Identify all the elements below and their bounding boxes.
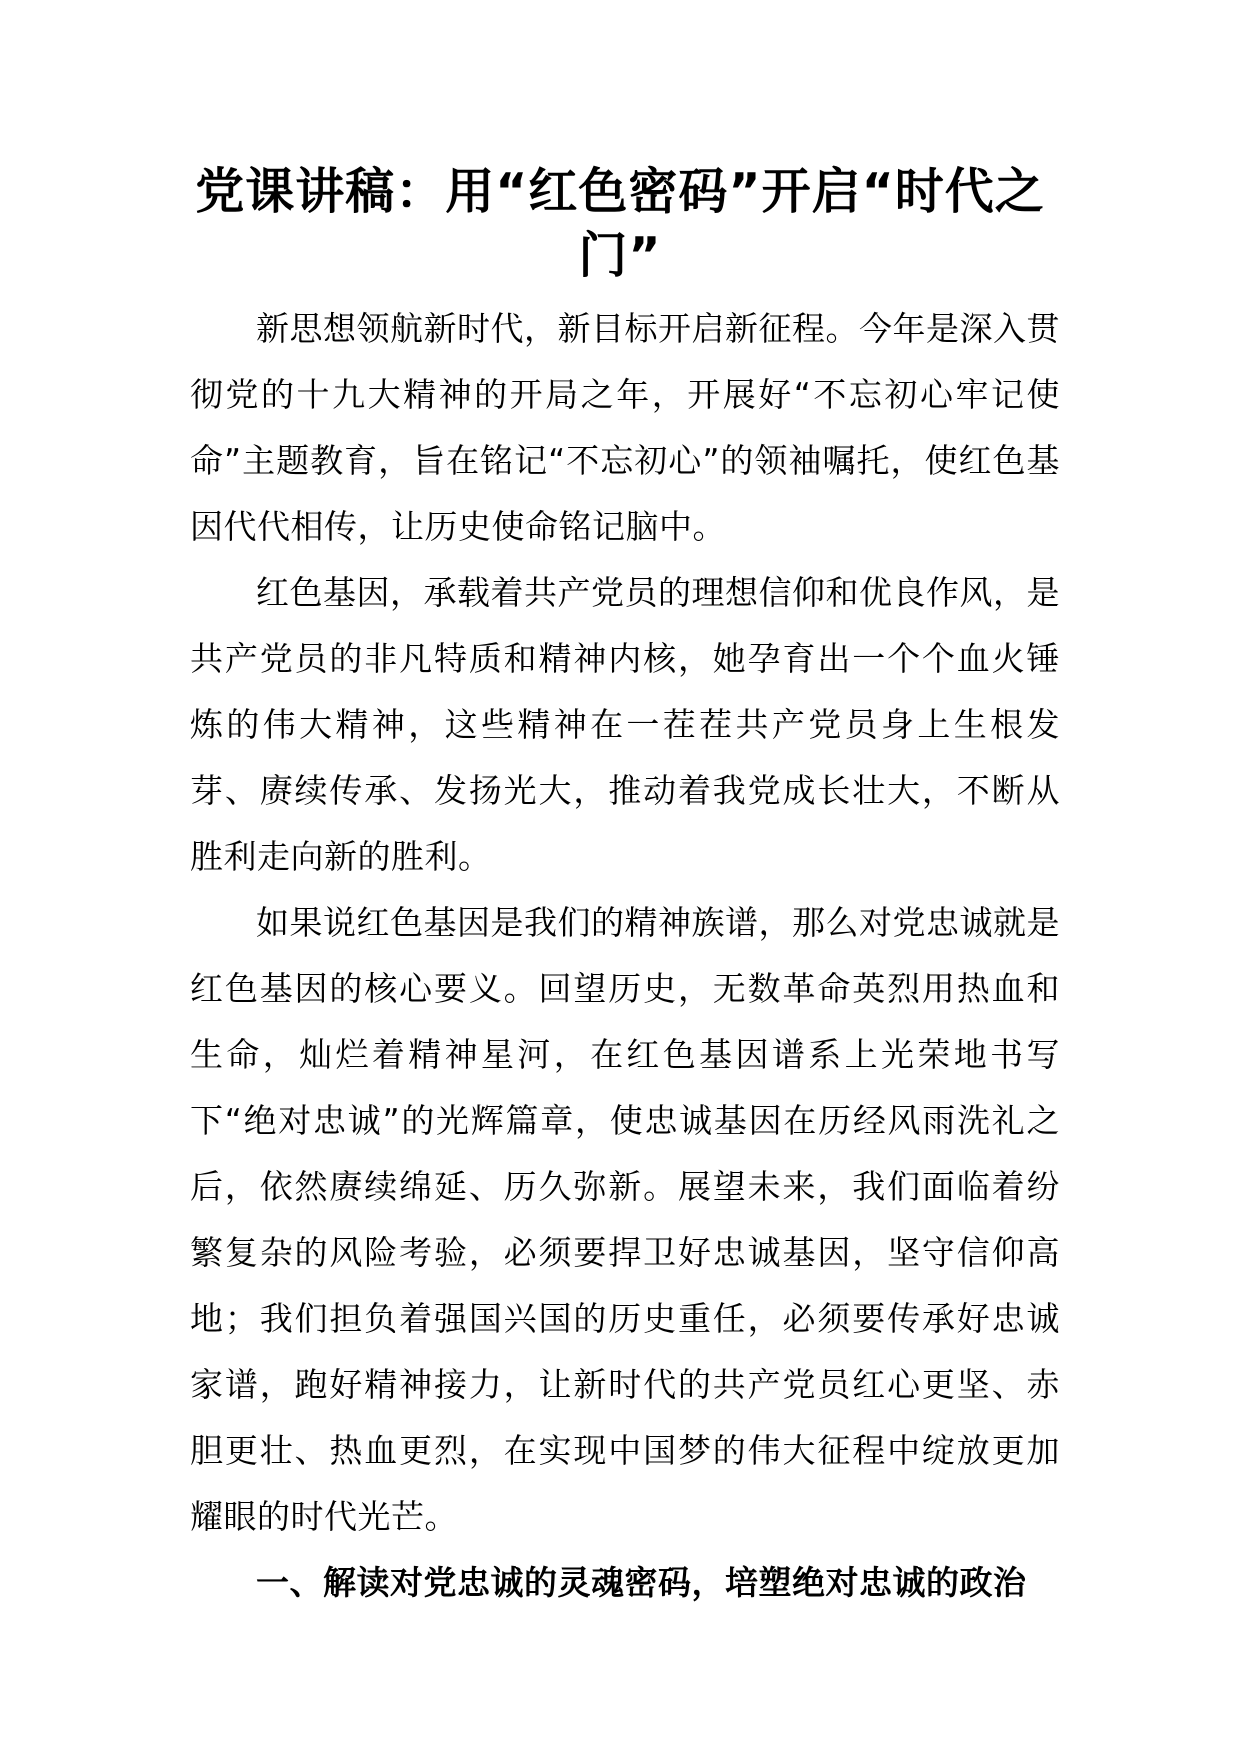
paragraph-red-gene: 红色基因，承载着共产党员的理想信仰和优良作风，是共产党员的非凡特质和精神内核，她孕育出一个个血火锤炼的伟大精神，这些精神在一茬茬共产党员身上生根发芽、赓续传承、发扬光大，推动着我党成长壮大，不断从胜利走向新的胜利。	[190, 573, 1060, 876]
paragraph-loyalty: 如果说红色基因是我们的精神族谱，那么对党忠诚就是红色基因的核心要义。回望历史，无数革命英烈用热血和生命，灿烂着精神星河，在红色基因谱系上光荣地书写下“绝对忠诚”的光辉篇章，使忠诚基因在历经风雨洗礼之后，依然赓续绵延、历久弥新。展望未来，我们面临着纷繁复杂的风险考验，必须要捍卫好忠诚基因，坚守信仰高地；我们担负着强国兴国的历史重任，必须要传承好忠诚家谱，跑好精神接力，让新时代的共产党员红心更坚、赤胆更壮、热血更烈，在实现中国梦的伟大征程中绽放更加耀眼的时代光芒。	[190, 903, 1060, 1536]
document-body	[190, 296, 1060, 1616]
paragraph-intro: 新思想领航新时代，新目标开启新征程。今年是深入贯彻党的十九大精神的开局之年，开展好“不忘初心牢记使命”主题教育，旨在铭记“不忘初心”的领袖嘱托，使红色基因代代相传，让历史使命铭记脑中。	[190, 309, 1060, 546]
section-heading: 一、解读对党忠诚的灵魂密码，培塑绝对忠诚的政治	[256, 1563, 1027, 1602]
document-title: 党课讲稿：用“红色密码”开启“时代之门”	[195, 163, 1045, 284]
